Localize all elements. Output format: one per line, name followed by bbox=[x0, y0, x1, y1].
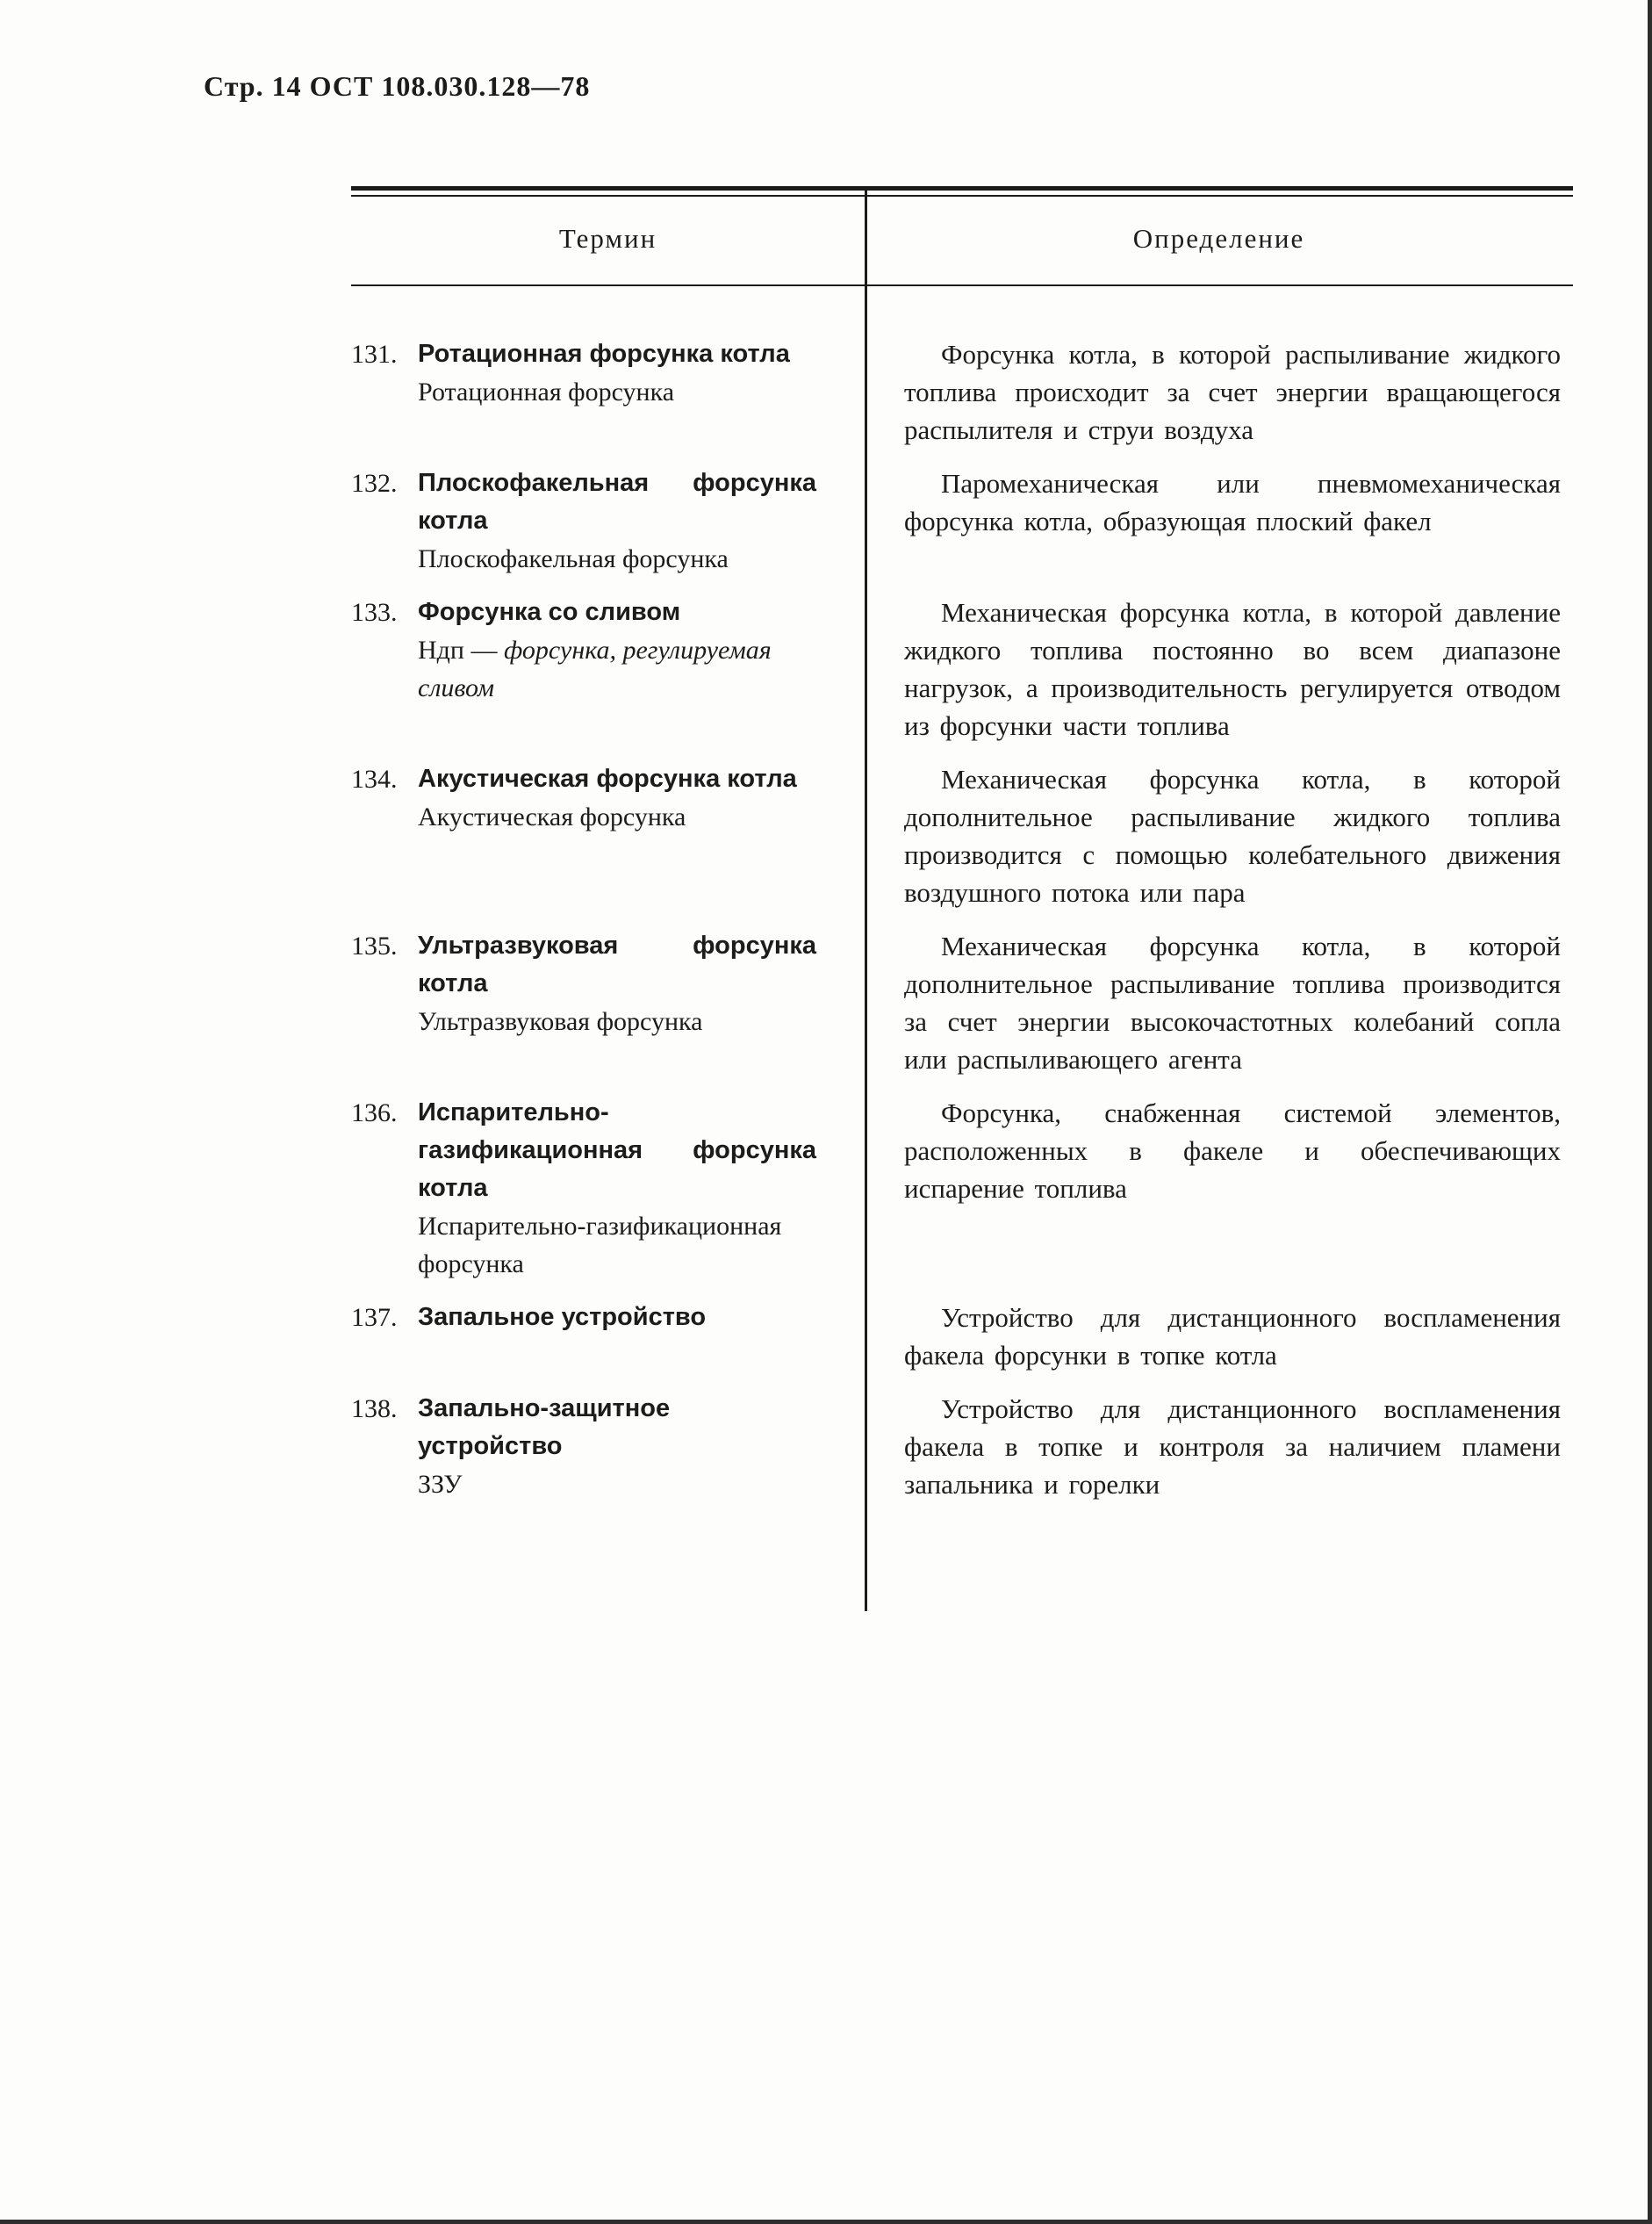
term-text bbox=[418, 335, 816, 449]
column-divider-line bbox=[865, 186, 867, 1611]
term-cell bbox=[351, 594, 865, 745]
term-main: Ультразвуковая форсунка котла bbox=[418, 932, 816, 997]
term-number: 138. bbox=[351, 1394, 398, 1423]
term-cell bbox=[351, 1299, 865, 1374]
term-text bbox=[418, 464, 816, 578]
definition-cell: Устройство для дистанционного воспламенения факела форсунки в топке котла bbox=[904, 1302, 1561, 1371]
definition-cell: Механическая форсунка котла, в которой давление жидкого топлива постоянно во всем диапазоне нагрузок, а производительность регулируется отводом из форсунки части топлива bbox=[904, 597, 1561, 741]
table-row bbox=[351, 1094, 1573, 1283]
term-main: Испарительно-газификационная форсунка котла bbox=[418, 1098, 816, 1202]
terminology-table bbox=[351, 186, 1573, 1519]
table-row bbox=[351, 1299, 1573, 1374]
term-number: 133. bbox=[351, 598, 398, 627]
term-ndp-prefix: Ндп — bbox=[418, 636, 504, 665]
table-row bbox=[351, 1390, 1573, 1503]
term-text bbox=[418, 1390, 816, 1503]
term-cell bbox=[351, 1094, 865, 1283]
term-number: 134. bbox=[351, 765, 398, 794]
term-number: 137. bbox=[351, 1303, 398, 1332]
term-text bbox=[418, 594, 816, 745]
table-row bbox=[351, 760, 1573, 911]
term-ndp-italic: форсунка, регулируемая сливом bbox=[418, 636, 772, 702]
definition-cell: Устройство для дистанционного воспламенения факела в топке и контроля за наличием пламени запальника и горелки bbox=[904, 1393, 1561, 1500]
term-text bbox=[418, 1299, 816, 1374]
term-cell bbox=[351, 927, 865, 1078]
term-text bbox=[418, 927, 816, 1078]
term-synonym: Ультразвуковая форсунка bbox=[418, 1007, 703, 1036]
term-synonym: Плоскофакельная форсунка bbox=[418, 544, 729, 573]
column-header-term: Термин bbox=[558, 223, 657, 254]
scan-edge-bottom bbox=[0, 2220, 1652, 2224]
term-main: Плоскофакельная форсунка котла bbox=[418, 469, 816, 535]
term-main: Запальное устройство bbox=[418, 1303, 707, 1331]
term-number: 131. bbox=[351, 340, 398, 369]
term-synonym: Испарительно-газификационная форсунка bbox=[418, 1212, 782, 1278]
term-synonym: ЗЗУ bbox=[418, 1470, 463, 1499]
definition-cell: Форсунка котла, в которой распыливание жидкого топлива происходит за счет энергии вращающегося распылителя и струи воздуха bbox=[904, 339, 1561, 445]
term-main: Ротационная форсунка котла bbox=[418, 340, 790, 368]
term-number: 135. bbox=[351, 932, 398, 961]
term-cell bbox=[351, 335, 865, 449]
term-text bbox=[418, 1094, 816, 1283]
term-main: Запально-защитное устройство bbox=[418, 1394, 671, 1460]
table-row bbox=[351, 927, 1573, 1078]
table-row bbox=[351, 594, 1573, 745]
definition-cell: Механическая форсунка котла, в которой дополнительное распыливание топлива производится за счет энергии высокочастотных колебаний сопла или распыливающего агента bbox=[904, 931, 1561, 1075]
definition-cell: Форсунка, снабженная системой элементов, расположенных в факеле и обеспечивающих испарение топлива bbox=[904, 1098, 1561, 1204]
term-synonym: Ротационная форсунка bbox=[418, 378, 675, 407]
definition-cell: Механическая форсунка котла, в которой дополнительное распыливание жидкого топлива производится с помощью колебательного движения воздушного потока или пара bbox=[904, 764, 1561, 908]
term-cell bbox=[351, 1390, 865, 1503]
term-number: 132. bbox=[351, 469, 398, 498]
table-body bbox=[351, 286, 1573, 1503]
term-text bbox=[418, 760, 816, 911]
table-row bbox=[351, 464, 1573, 578]
term-main: Форсунка со сливом bbox=[418, 598, 681, 626]
term-ndp bbox=[418, 631, 816, 707]
column-header-definition: Определение bbox=[1132, 223, 1305, 254]
table-row bbox=[351, 335, 1573, 449]
term-cell bbox=[351, 760, 865, 911]
definition-cell: Паромеханическая или пневмомеханическая форсунка котла, образующая плоский факел bbox=[904, 468, 1561, 536]
term-synonym: Акустическая форсунка bbox=[418, 803, 686, 831]
term-cell bbox=[351, 464, 865, 578]
scan-edge-right bbox=[1648, 0, 1652, 2224]
page-header: Стр. 14 ОСТ 108.030.128—78 bbox=[204, 70, 591, 102]
table-header-row bbox=[351, 197, 1573, 284]
term-number: 136. bbox=[351, 1098, 398, 1127]
term-main: Акустическая форсунка котла bbox=[418, 765, 797, 793]
